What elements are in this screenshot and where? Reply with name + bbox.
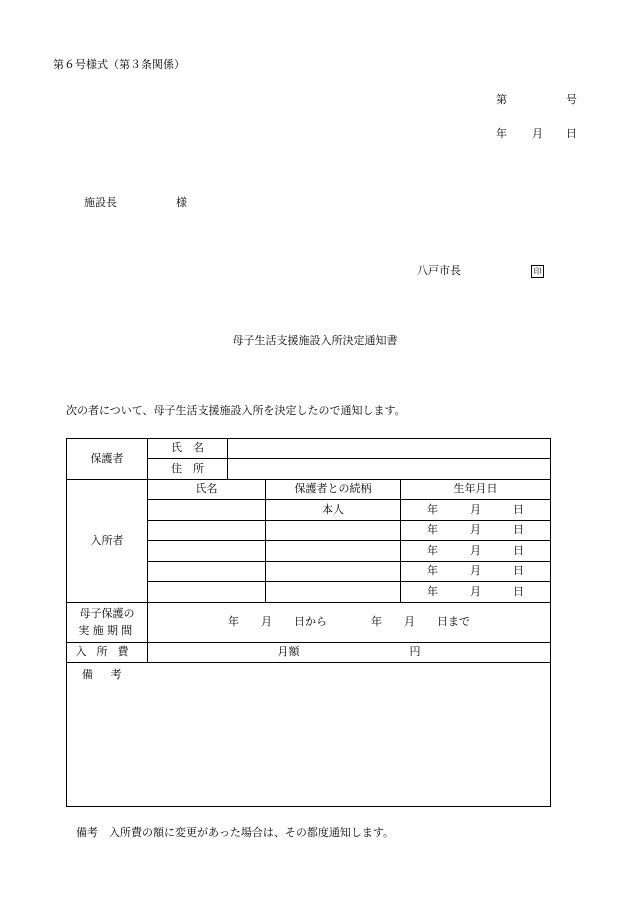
sender-name: 八戸市長 <box>417 264 461 277</box>
resident-relation: 本人 <box>266 500 401 521</box>
resident-relation <box>266 562 401 582</box>
col-relation-header: 保護者との続柄 <box>266 480 401 500</box>
resident-birthdate: 年 月 日 <box>401 562 551 582</box>
date-day: 日 <box>566 127 577 140</box>
guardian-label: 保護者 <box>67 439 148 480</box>
resident-relation <box>266 582 401 603</box>
form-number: 第６号様式（第３条関係） <box>53 58 185 71</box>
seal-mark <box>531 265 544 278</box>
resident-relation <box>266 541 401 562</box>
resident-name <box>148 521 266 541</box>
doc-number-prefix: 第 <box>496 93 507 106</box>
period-label: 母子保護の 実施期間 <box>67 603 148 643</box>
resident-birthdate: 年 月 日 <box>401 541 551 562</box>
notification-table <box>66 438 551 807</box>
remarks-area <box>67 663 551 807</box>
intro-text: 次の者について、母子生活支援施設入所を決定したので通知します。 <box>66 404 406 417</box>
seal-icon: 印 <box>531 265 544 278</box>
addressee-honorific: 様 <box>176 196 187 209</box>
period-value: 年 月 日から 年 月 日まで <box>148 603 551 643</box>
footer-note: 備考 入所費の額に変更があった場合は、その都度通知します。 <box>76 826 395 839</box>
date-month: 月 <box>532 127 543 140</box>
resident-relation <box>266 521 401 541</box>
guardian-address-label: 住 所 <box>148 459 228 480</box>
guardian-address-value <box>228 459 551 480</box>
resident-birthdate: 年 月 日 <box>401 521 551 541</box>
resident-name <box>148 541 266 562</box>
col-name-header: 氏名 <box>148 480 266 500</box>
resident-name <box>148 562 266 582</box>
resident-birthdate: 年 月 日 <box>401 500 551 521</box>
resident-birthdate: 年 月 日 <box>401 582 551 603</box>
resident-label: 入所者 <box>67 480 148 603</box>
resident-name <box>148 500 266 521</box>
resident-name <box>148 582 266 603</box>
addressee-title: 施設長 <box>84 196 117 209</box>
doc-number-suffix: 号 <box>566 93 577 106</box>
guardian-name-label: 氏 名 <box>148 439 228 459</box>
fee-label: 入所費 <box>67 643 148 663</box>
col-birthdate-header: 生年月日 <box>401 480 551 500</box>
page-title: 母子生活支援施設入所決定通知書 <box>232 334 398 347</box>
remarks-label: 備考 <box>82 668 140 681</box>
guardian-name-value <box>228 439 551 459</box>
date-year: 年 <box>496 127 507 140</box>
fee-value: 月額 円 <box>148 643 551 663</box>
